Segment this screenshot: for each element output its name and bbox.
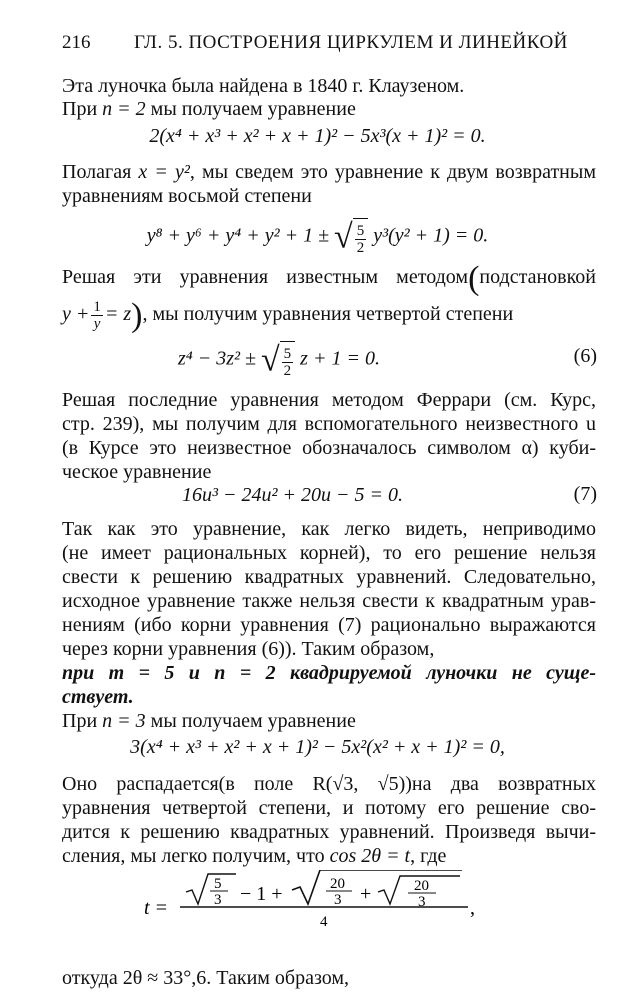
math-inline: n = 3 (102, 710, 146, 732)
text-span: Решая эти уравнения известным методом (62, 266, 469, 288)
text-line: свести к решению квадратных уравнений. Следовательно, (62, 566, 596, 588)
text-line: (не имеет рациональных корней), то его решение нельзя (62, 542, 596, 564)
math-inline: cos 2θ = t (329, 845, 411, 867)
text-line: Так как это уравнение, как легко видеть, неприводимо (62, 518, 596, 540)
equation (178, 341, 380, 379)
math-inline: y + (62, 303, 90, 325)
radicand (280, 341, 296, 379)
left-paren: ( (468, 260, 480, 297)
denominator: 2 (356, 239, 365, 256)
text-line: уравнения четвертой степени, и потому его решение сво- (62, 797, 596, 819)
text-line: (в Курсе это неизвестное обозначалось символом α) куби- (62, 437, 596, 459)
text-line: нениям (ибо корни уравнения (7) рационально выражаются (62, 614, 596, 636)
text-line (62, 160, 596, 184)
minus-one-plus: − 1 + (240, 883, 283, 905)
running-head: ГЛ. 5. ПОСТРОЕНИЯ ЦИРКУЛЕМ И ЛИНЕЙКОЙ (134, 32, 568, 53)
plus-sign: + (360, 883, 372, 905)
text-span: При (62, 710, 103, 732)
text-line: дится к решению квадратных уравнений. Произведя вычи- (62, 821, 596, 843)
text-span: , мы сведем это уравнение к двум возвратным (189, 161, 596, 183)
numerator: 5 (214, 876, 222, 892)
denominator: y (93, 315, 101, 332)
equation-body: 16u³ − 24u² + 20u − 5 = 0. (182, 484, 403, 506)
text-line: через корни уравнения (6)). Таким образом, (62, 638, 435, 660)
math-inline: x = y² (138, 161, 190, 183)
text-span: подстановкой (479, 266, 596, 288)
text-span: сления, мы легко получим, что (62, 845, 330, 867)
text-line (62, 297, 514, 334)
equation (182, 483, 403, 507)
fraction (282, 346, 294, 379)
equation-number: (7) (573, 483, 597, 505)
text-line: откуда 2θ ≈ 33°,6. Таким образом, (62, 967, 350, 989)
italic-statement: при m = 5 и n = 2 квадрируемой луночки не суще- (62, 662, 596, 684)
text-line: Решая последние уравнения методом Феррари (см. Курс, (62, 389, 596, 411)
text-line (62, 709, 356, 733)
text-span: При (62, 98, 103, 120)
radical-sign: √ (261, 341, 280, 379)
numerator: 5 (356, 222, 365, 239)
numerator: 20 (414, 878, 429, 894)
radicand (353, 218, 369, 256)
text-span: на два возвратных (411, 773, 596, 795)
text-span: Полагая (62, 161, 139, 183)
text-line (62, 772, 596, 796)
text-span: Оно распадается (62, 773, 219, 795)
text-line (62, 260, 596, 297)
text-span: мы получаем уравнение (145, 98, 356, 120)
t-formula (140, 870, 500, 954)
text-span: , где (410, 845, 447, 867)
numerator: 1 (93, 298, 101, 315)
t-equals: t = (144, 897, 169, 919)
comma: , (470, 897, 475, 919)
fraction (355, 223, 367, 256)
text-line: уравнениям восьмой степени (62, 185, 312, 207)
text-line (62, 844, 446, 868)
equation-body: 3(x⁴ + x³ + x² + x + 1)² − 5x²(x² + x + 1)² = 0, (130, 736, 505, 758)
math-inline: = z (104, 303, 132, 325)
denominator: 3 (214, 892, 222, 908)
denominator: 3 (334, 892, 342, 908)
radical-sign (186, 874, 236, 904)
denominator: 3 (418, 894, 426, 910)
right-paren: ) (131, 297, 143, 334)
text-span: мы получаем уравнение (145, 710, 356, 732)
numerator: 5 (283, 345, 292, 362)
numerator: 20 (330, 876, 345, 892)
text-line: ческое уравнение (62, 461, 212, 483)
text-line: исходное уравнение также нельзя свести к квадратным урав- (62, 590, 596, 612)
equation (0, 218, 635, 256)
text-span: , мы получим уравнения четвертой степени (142, 303, 514, 325)
text-line: стр. 239), мы получим для вспомогательного неизвестного u (62, 413, 596, 435)
radical-sign: √ (334, 218, 353, 256)
text-line (62, 97, 356, 121)
page-number: 216 (62, 32, 91, 53)
equation-part: z⁴ − 3z² ± (178, 347, 261, 370)
denominator: 2 (283, 362, 292, 379)
radical-sign (292, 870, 462, 904)
denominator-four: 4 (320, 914, 328, 930)
text-line: Эта луночка была найдена в 1840 г. Клаузеном. (62, 75, 465, 97)
paren-group (468, 260, 596, 297)
equation-body: 2(x⁴ + x³ + x² + x + 1)² − 5x³(x + 1)² = 0. (149, 125, 486, 147)
equation-number: (6) (573, 345, 597, 367)
equation (0, 124, 635, 148)
equation-part: z + 1 = 0. (295, 347, 380, 370)
text-span: (в поле R(√3, √5)) (218, 773, 412, 795)
math-inline: n = 2 (102, 98, 146, 120)
equation-part: y⁸ + y⁶ + y⁴ + y² + 1 ± (146, 224, 335, 247)
equation-part: y³(y² + 1) = 0. (368, 224, 489, 247)
equation (0, 735, 635, 759)
fraction (91, 299, 103, 332)
italic-statement: ствует. (62, 686, 134, 708)
